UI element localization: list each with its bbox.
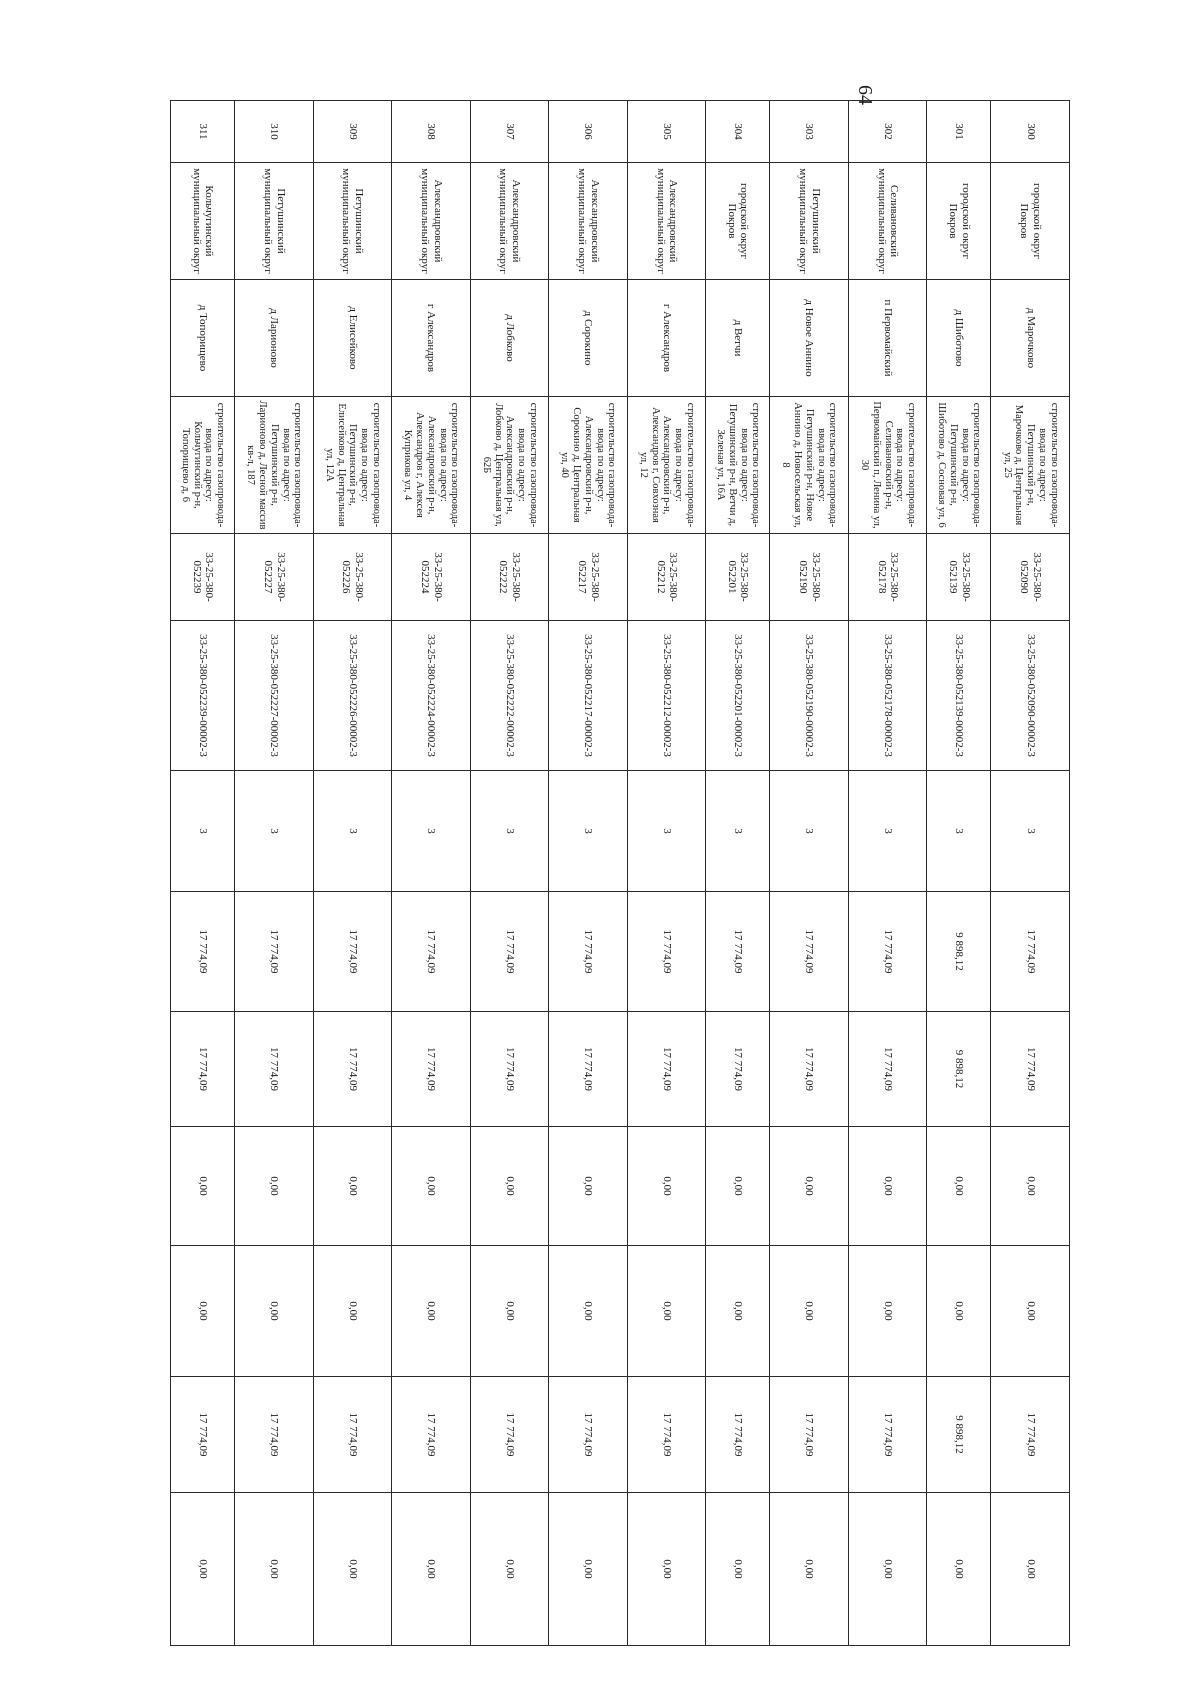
value-cell-4: 17 774,09 <box>848 1377 927 1493</box>
value-cell-3: 0,00 <box>706 1246 770 1377</box>
full-code-cell: 33-25-380-052201-00002-3 <box>706 621 770 771</box>
code-cell: 33-25-380-052201 <box>706 534 770 621</box>
district-cell: Александровский муниципальный округ <box>392 163 471 280</box>
value-cell-2: 0,00 <box>549 1127 628 1246</box>
category-cell: 3 <box>927 771 991 892</box>
locality-cell: д Ветчи <box>706 280 770 397</box>
row-number: 304 <box>706 101 770 163</box>
category-cell: 3 <box>470 771 549 892</box>
full-code-cell: 33-25-380-052227-00002-3 <box>235 621 314 771</box>
value-cell-5: 0,00 <box>470 1493 549 1646</box>
value-cell-4: 17 774,09 <box>549 1377 628 1493</box>
value-cell-2: 0,00 <box>770 1127 849 1246</box>
value-cell-5: 0,00 <box>313 1493 392 1646</box>
district-cell: Петушинский муниципальный округ <box>313 163 392 280</box>
district-cell: городской округ Покров <box>991 163 1070 280</box>
code-cell: 33-25-380-052222 <box>470 534 549 621</box>
value-cell-2: 0,00 <box>235 1127 314 1246</box>
value-cell-1: 17 774,09 <box>991 1012 1070 1127</box>
total-cell: 17 774,09 <box>549 892 628 1012</box>
value-cell-3: 0,00 <box>927 1246 991 1377</box>
total-cell: 17 774,09 <box>235 892 314 1012</box>
code-cell: 33-25-380-052239 <box>171 534 235 621</box>
row-number: 308 <box>392 101 471 163</box>
full-code-cell: 33-25-380-052090-00002-3 <box>991 621 1070 771</box>
code-cell: 33-25-380-052190 <box>770 534 849 621</box>
district-cell: Селивановский муниципальный округ <box>848 163 927 280</box>
description-cell: строительство газопровода-ввода по адресу: Селивановский р-н, Первомайский п, Ленина ул, 30 <box>848 397 927 534</box>
full-code-cell: 33-25-380-052212-00002-3 <box>627 621 706 771</box>
value-cell-4: 17 774,09 <box>392 1377 471 1493</box>
district-cell: Петушинский муниципальный округ <box>235 163 314 280</box>
table-row <box>706 101 770 1646</box>
value-cell-3: 0,00 <box>991 1246 1070 1377</box>
total-cell: 17 774,09 <box>848 892 927 1012</box>
value-cell-3: 0,00 <box>848 1246 927 1377</box>
value-cell-3: 0,00 <box>549 1246 628 1377</box>
full-code-cell: 33-25-380-052239-00002-3 <box>171 621 235 771</box>
code-cell: 33-25-380-052212 <box>627 534 706 621</box>
locality-cell: д Новое Аннино <box>770 280 849 397</box>
value-cell-4: 17 774,09 <box>770 1377 849 1493</box>
value-cell-2: 0,00 <box>313 1127 392 1246</box>
total-cell: 17 774,09 <box>627 892 706 1012</box>
district-cell: Александровский муниципальный округ <box>470 163 549 280</box>
table-row <box>927 101 991 1646</box>
row-number: 309 <box>313 101 392 163</box>
value-cell-5: 0,00 <box>392 1493 471 1646</box>
table-row <box>770 101 849 1646</box>
table-row <box>235 101 314 1646</box>
value-cell-1: 17 774,09 <box>470 1012 549 1127</box>
table-row <box>470 101 549 1646</box>
description-cell: строительство газопровода-ввода по адресу: Петушинский р-н, Новое Аннино д, Новосельская ул, 8 <box>770 397 849 534</box>
district-cell: городской округ Покров <box>927 163 991 280</box>
value-cell-5: 0,00 <box>770 1493 849 1646</box>
value-cell-2: 0,00 <box>706 1127 770 1246</box>
full-code-cell: 33-25-380-052226-00002-3 <box>313 621 392 771</box>
value-cell-1: 17 774,09 <box>549 1012 628 1127</box>
district-cell: городской округ Покров <box>706 163 770 280</box>
value-cell-2: 0,00 <box>927 1127 991 1246</box>
total-cell: 9 898,12 <box>927 892 991 1012</box>
row-number: 310 <box>235 101 314 163</box>
full-code-cell: 33-25-380-052178-00002-3 <box>848 621 927 771</box>
full-code-cell: 33-25-380-052222-00002-3 <box>470 621 549 771</box>
description-cell: строительство газопровода-ввода по адресу: Петушинский р-н, Шиботово д, Сосновая ул, 6 <box>927 397 991 534</box>
description-cell: строительство газопровода-ввода по адресу: Петушинский р-н, Ларионово д, Лесной массив кв-л, 187 <box>235 397 314 534</box>
value-cell-4: 9 898,12 <box>927 1377 991 1493</box>
category-cell: 3 <box>313 771 392 892</box>
value-cell-1: 17 774,09 <box>313 1012 392 1127</box>
total-cell: 17 774,09 <box>313 892 392 1012</box>
value-cell-3: 0,00 <box>770 1246 849 1377</box>
table-row <box>848 101 927 1646</box>
total-cell: 17 774,09 <box>706 892 770 1012</box>
description-cell: строительство газопровода-ввода по адресу: Александровский р-н, Сорокино д, Центральная ул, 40 <box>549 397 628 534</box>
row-number: 303 <box>770 101 849 163</box>
total-cell: 17 774,09 <box>770 892 849 1012</box>
category-cell: 3 <box>848 771 927 892</box>
locality-cell: д Шиботово <box>927 280 991 397</box>
registry-table-frame <box>170 100 1070 1645</box>
code-cell: 33-25-380-052224 <box>392 534 471 621</box>
category-cell: 3 <box>549 771 628 892</box>
row-number: 311 <box>171 101 235 163</box>
value-cell-5: 0,00 <box>235 1493 314 1646</box>
table-row <box>313 101 392 1646</box>
value-cell-2: 0,00 <box>627 1127 706 1246</box>
value-cell-1: 17 774,09 <box>392 1012 471 1127</box>
value-cell-4: 17 774,09 <box>991 1377 1070 1493</box>
table-row <box>392 101 471 1646</box>
value-cell-5: 0,00 <box>927 1493 991 1646</box>
locality-cell: г Александров <box>392 280 471 397</box>
description-cell: строительство газопровода-ввода по адресу: Петушинский р-н, Ветчи д, Зеленая ул, 16А <box>706 397 770 534</box>
category-cell: 3 <box>706 771 770 892</box>
code-cell: 33-25-380-052139 <box>927 534 991 621</box>
full-code-cell: 33-25-380-052217-00002-3 <box>549 621 628 771</box>
value-cell-5: 0,00 <box>848 1493 927 1646</box>
district-cell: Кольчугинский муниципальный округ <box>171 163 235 280</box>
value-cell-2: 0,00 <box>470 1127 549 1246</box>
locality-cell: д Сорокино <box>549 280 628 397</box>
value-cell-4: 17 774,09 <box>313 1377 392 1493</box>
code-cell: 33-25-380-052217 <box>549 534 628 621</box>
row-number: 300 <box>991 101 1070 163</box>
total-cell: 17 774,09 <box>171 892 235 1012</box>
value-cell-5: 0,00 <box>171 1493 235 1646</box>
locality-cell: д Ларионово <box>235 280 314 397</box>
description-cell: строительство газопровода-ввода по адресу: Петушинский р-н, Марочково д, Центральная ул, 25 <box>991 397 1070 534</box>
value-cell-1: 17 774,09 <box>627 1012 706 1127</box>
value-cell-2: 0,00 <box>848 1127 927 1246</box>
category-cell: 3 <box>770 771 849 892</box>
district-cell: Александровский муниципальный округ <box>627 163 706 280</box>
row-number: 302 <box>848 101 927 163</box>
value-cell-4: 17 774,09 <box>470 1377 549 1493</box>
value-cell-2: 0,00 <box>171 1127 235 1246</box>
row-number: 307 <box>470 101 549 163</box>
value-cell-5: 0,00 <box>706 1493 770 1646</box>
value-cell-2: 0,00 <box>991 1127 1070 1246</box>
locality-cell: д Марочково <box>991 280 1070 397</box>
value-cell-3: 0,00 <box>235 1246 314 1377</box>
row-number: 305 <box>627 101 706 163</box>
value-cell-5: 0,00 <box>549 1493 628 1646</box>
description-cell: строительство газопровода-ввода по адресу: Александровский р-н, Александров г, Совхозная ул, 12 <box>627 397 706 534</box>
locality-cell: д Топорищево <box>171 280 235 397</box>
description-cell: строительство газопровода-ввода по адресу: Александровский р-н, Александров г, Алексея Куприкова ул, 4 <box>392 397 471 534</box>
value-cell-2: 0,00 <box>392 1127 471 1246</box>
value-cell-5: 0,00 <box>627 1493 706 1646</box>
code-cell: 33-25-380-052226 <box>313 534 392 621</box>
value-cell-3: 0,00 <box>470 1246 549 1377</box>
value-cell-4: 17 774,09 <box>235 1377 314 1493</box>
row-number: 306 <box>549 101 628 163</box>
category-cell: 3 <box>627 771 706 892</box>
value-cell-1: 17 774,09 <box>848 1012 927 1127</box>
row-number: 301 <box>927 101 991 163</box>
locality-cell: п Первомайский <box>848 280 927 397</box>
table-row <box>627 101 706 1646</box>
district-cell: Александровский муниципальный округ <box>549 163 628 280</box>
category-cell: 3 <box>171 771 235 892</box>
total-cell: 17 774,09 <box>470 892 549 1012</box>
total-cell: 17 774,09 <box>991 892 1070 1012</box>
value-cell-5: 0,00 <box>991 1493 1070 1646</box>
description-cell: строительство газопровода-ввода по адресу: Кольчугинский р-н, Топорищево д, 6 <box>171 397 235 534</box>
value-cell-1: 9 898,12 <box>927 1012 991 1127</box>
locality-cell: д Лобково <box>470 280 549 397</box>
value-cell-3: 0,00 <box>627 1246 706 1377</box>
value-cell-4: 17 774,09 <box>706 1377 770 1493</box>
district-cell: Петушинский муниципальный округ <box>770 163 849 280</box>
total-cell: 17 774,09 <box>392 892 471 1012</box>
code-cell: 33-25-380-052227 <box>235 534 314 621</box>
code-cell: 33-25-380-052090 <box>991 534 1070 621</box>
full-code-cell: 33-25-380-052139-00002-3 <box>927 621 991 771</box>
value-cell-1: 17 774,09 <box>171 1012 235 1127</box>
locality-cell: д Елисейково <box>313 280 392 397</box>
table-row <box>549 101 628 1646</box>
value-cell-4: 17 774,09 <box>627 1377 706 1493</box>
value-cell-3: 0,00 <box>171 1246 235 1377</box>
category-cell: 3 <box>392 771 471 892</box>
description-cell: строительство газопровода-ввода по адресу: Петушинский р-н, Елисейково д, Центральная ул, 12А <box>313 397 392 534</box>
value-cell-3: 0,00 <box>392 1246 471 1377</box>
code-cell: 33-25-380-052178 <box>848 534 927 621</box>
category-cell: 3 <box>235 771 314 892</box>
registry-table <box>170 100 1070 1646</box>
value-cell-1: 17 774,09 <box>706 1012 770 1127</box>
category-cell: 3 <box>991 771 1070 892</box>
table-row <box>991 101 1070 1646</box>
value-cell-1: 17 774,09 <box>235 1012 314 1127</box>
value-cell-3: 0,00 <box>313 1246 392 1377</box>
value-cell-1: 17 774,09 <box>770 1012 849 1127</box>
locality-cell: г Александров <box>627 280 706 397</box>
full-code-cell: 33-25-380-052224-00002-3 <box>392 621 471 771</box>
value-cell-4: 17 774,09 <box>171 1377 235 1493</box>
page-number: 64 <box>854 85 876 105</box>
full-code-cell: 33-25-380-052190-00002-3 <box>770 621 849 771</box>
table-row <box>171 101 235 1646</box>
description-cell: строительство газопровода-ввода по адресу: Александровский р-н, Лобково д, Центральная ул, 62Б <box>470 397 549 534</box>
